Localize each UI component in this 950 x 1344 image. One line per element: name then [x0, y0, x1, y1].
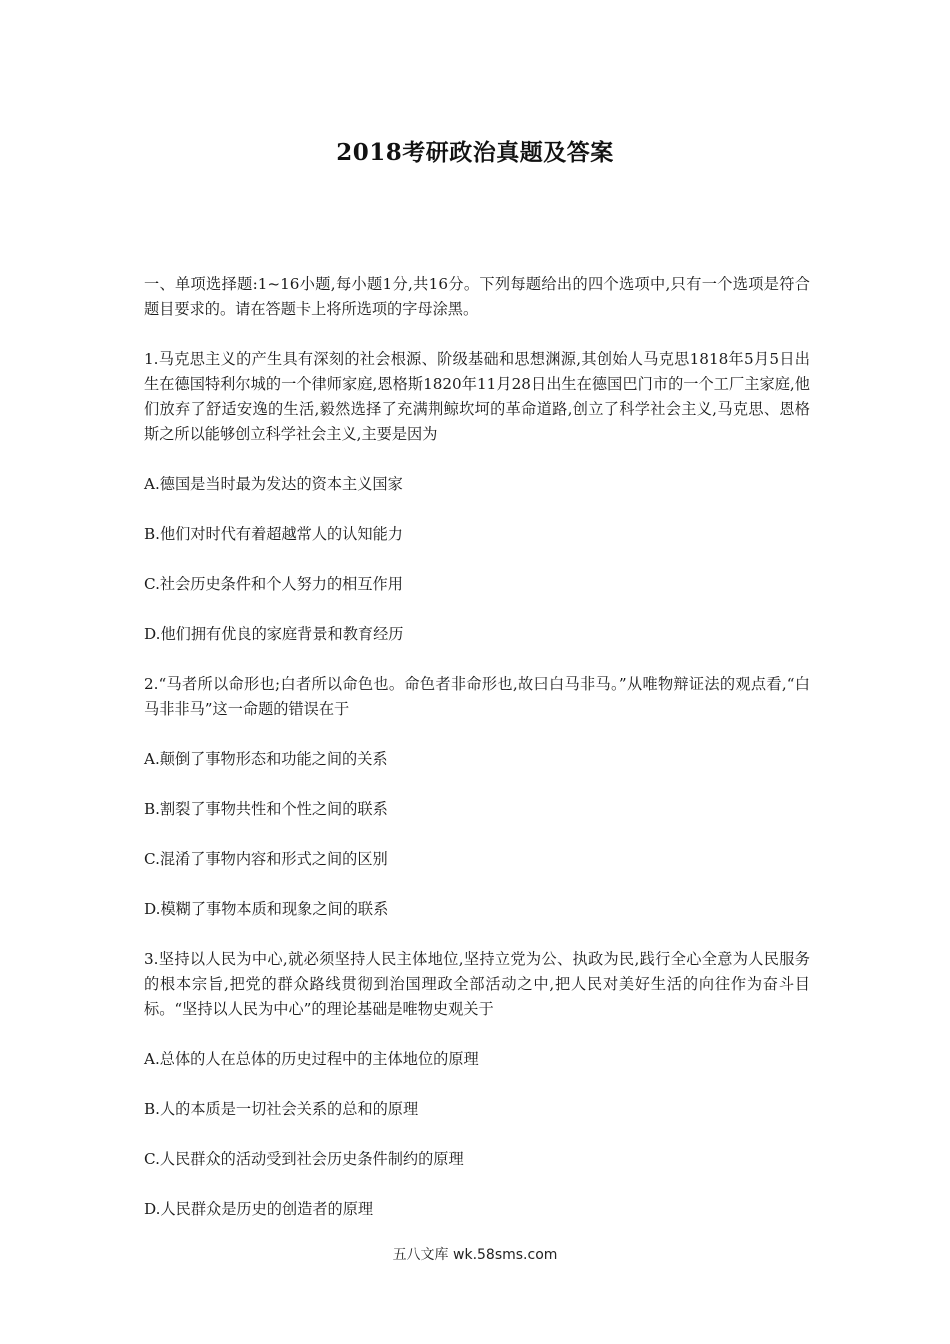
- document-body: [144, 272, 810, 1247]
- footer-watermark: 五八文库 wk.58sms.com: [392, 1247, 558, 1263]
- option-c: C.人民群众的活动受到社会历史条件制约的原理: [144, 1150, 464, 1168]
- section-intro: 一、单项选择题:1~16小题,每小题1分,共16分。下列每题给出的四个选项中,只有一个选项是符合题目要求的。请在答题卡上将所选项的字母涂黑。: [144, 275, 810, 318]
- option-d: D.他们拥有优良的家庭背景和教育经历: [144, 625, 404, 643]
- option-b: B.他们对时代有着超越常人的认知能力: [144, 525, 403, 543]
- question-stem: 2.“马者所以命形也;白者所以命色也。命色者非命形也,故曰白马非马。”从唯物辩证法的观点看,“白马非非马”这一命题的错误在于: [144, 675, 810, 718]
- question-stem: 3.坚持以人民为中心,就必须坚持人民主体地位,坚持立党为公、执政为民,践行全心全意为人民服务的根本宗旨,把党的群众路线贯彻到治国理政全部活动之中,把人民对美好生活的向往作为奋斗目标。“坚持以人民为中心”的理论基础是唯物史观关于: [144, 950, 810, 1018]
- option-d: D.模糊了事物本质和现象之间的联系: [144, 900, 389, 918]
- option-c: C.社会历史条件和个人努力的相互作用: [144, 575, 403, 593]
- option-a: A.总体的人在总体的历史过程中的主体地位的原理: [144, 1050, 479, 1068]
- option-c: C.混淆了事物内容和形式之间的区别: [144, 850, 388, 868]
- option-d: D.人民群众是历史的创造者的原理: [144, 1200, 374, 1218]
- option-b: B.割裂了事物共性和个性之间的联系: [144, 800, 388, 818]
- question-stem: 1.马克思主义的产生具有深刻的社会根源、阶级基础和思想渊源,其创始人马克思1818年5月5日出生在德国特利尔城的一个律师家庭,恩格斯1820年11月28日出生在德国巴门市的一个工厂主家庭,他们放弃了舒适安逸的生活,毅然选择了充满荆鲸坎坷的革命道路,创立了科学社会主义,马克思、恩格斯之所以能够创立科学社会主义,主要是因为: [144, 350, 810, 443]
- option-a: A.德国是当时最为发达的资本主义国家: [144, 475, 403, 493]
- question-1: [144, 347, 810, 647]
- option-b: B.人的本质是一切社会关系的总和的原理: [144, 1100, 419, 1118]
- question-3: [144, 947, 810, 1222]
- option-a: A.颠倒了事物形态和功能之间的关系: [144, 750, 388, 768]
- question-2: [144, 672, 810, 922]
- page-title: 2018考研政治真题及答案: [336, 139, 614, 166]
